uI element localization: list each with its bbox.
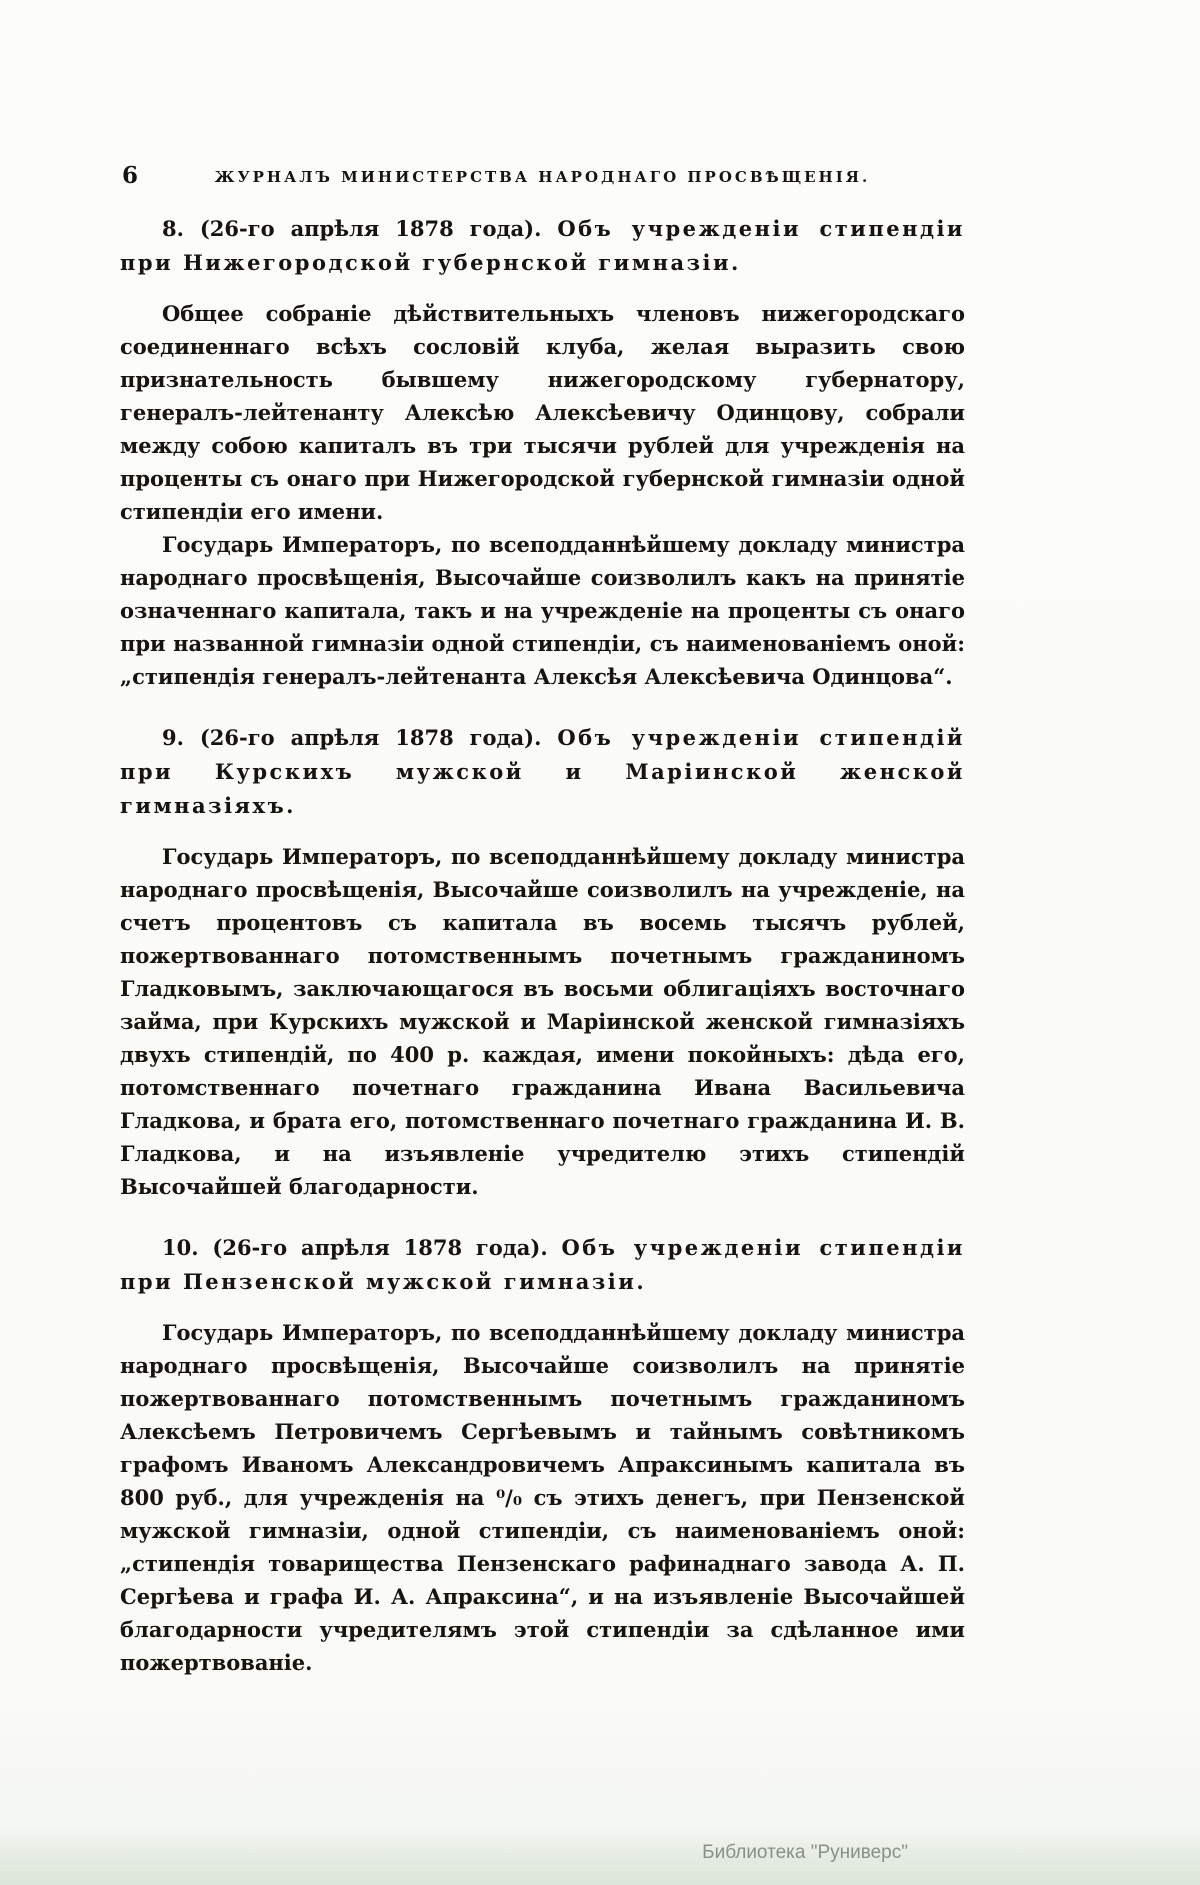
paragraph: Государь Императоръ, по всеподданнѣйшему докладу министра народнаго просвѣщенія, Высочайше соизволилъ на учрежденіе, на счетъ процентовъ съ капитала въ восемь тысячъ рублей, пожертвованнаго потомственнымъ почетнымъ гражданиномъ Гладковымъ, заключающагося въ восьми облигаціяхъ восточнаго займа, при Курскихъ мужской и Маріинской женской гимназіяхъ двухъ стипендій, по 400 р. каждая, имени покойныхъ: дѣда его, потомственнаго почетнаго гражданина Ивана Васильевича Гладкова, и брата его, потомственнаго почетнаго гражданина И. В. Гладкова, и на изъявленіе учредителю этихъ стипендій Высочайшей благодарности. [120, 844, 965, 1199]
section-heading [120, 212, 965, 280]
section-10 [120, 1231, 965, 1679]
library-watermark: Библиотека "Руниверс" [702, 1842, 908, 1863]
section-8 [120, 212, 965, 693]
text-block [120, 162, 965, 1679]
section-number-date: 8. (26-го апрѣля 1878 года). [162, 216, 542, 241]
section-number-date: 9. (26-го апрѣля 1878 года). [162, 725, 542, 750]
paragraph: Общее собраніе дѣйствительныхъ членовъ нижегородскаго соединеннаго всѣхъ сословій клуба, желая выразить свою признательность бывшему нижегородскому губернатору, генералъ-лейтенанту Алексѣю Алексѣевичу Одинцову, собрали между собою капиталъ въ три тысячи рублей для учрежденія на проценты съ онаго при Нижегородской губернской гимназіи одной стипендіи его имени. [120, 301, 965, 524]
section-title: Объ учрежденіи стипендіи при Нижегородской губернской гимназіи. [120, 216, 965, 275]
section-title: Объ учрежденіи стипендіи при Пензенской мужской гимназіи. [120, 1235, 965, 1294]
section-title: Объ учрежденіи стипендій при Курскихъ мужской и Маріинской женской гимназіяхъ. [120, 725, 965, 818]
section-heading [120, 1231, 965, 1299]
page-number: 6 [122, 162, 139, 189]
section-number-date: 10. (26-го апрѣля 1878 года). [162, 1235, 548, 1260]
paragraph: Государь Императоръ, по всеподданнѣйшему докладу министра народнаго просвѣщенія, Высочайше соизволилъ на принятіе пожертвованнаго потомственнымъ почетнымъ гражданиномъ Алексѣемъ Петровичемъ Сергѣевымъ и тайнымъ совѣтникомъ графомъ Иваномъ Александровичемъ Апраксинымъ капитала въ 800 руб., для учрежденія на ⁰/₀ съ этихъ денегъ, при Пензенской мужской гимназіи, одной стипендіи, съ наименованіемъ оной: „стипендія товарищества Пензенскаго рафинаднаго завода А. П. Сергѣева и графа И. А. Апраксина“, и на изъявленіе Высочайшей благодарности учредителямъ этой стипендіи за сдѣланное ими пожертвованіе. [120, 1320, 965, 1675]
journal-title: ЖУРНАЛЪ МИНИСТЕРСТВА НАРОДНАГО ПРОСВѢЩЕНІЯ. [214, 168, 871, 186]
paragraph: Государь Императоръ, по всеподданнѣйшему докладу министра народнаго просвѣщенія, Высочайше соизволилъ какъ на принятіе означеннаго капитала, такъ и на учрежденіе на проценты съ онаго при названной гимназіи одной стипендіи, съ наименованіемъ оной: „стипендія генералъ-лейтенанта Алексѣя Алексѣевича Одинцова“. [120, 532, 965, 689]
section-heading [120, 721, 965, 823]
footer-strip [0, 1827, 1200, 1885]
section-9 [120, 721, 965, 1203]
running-header [120, 162, 965, 189]
